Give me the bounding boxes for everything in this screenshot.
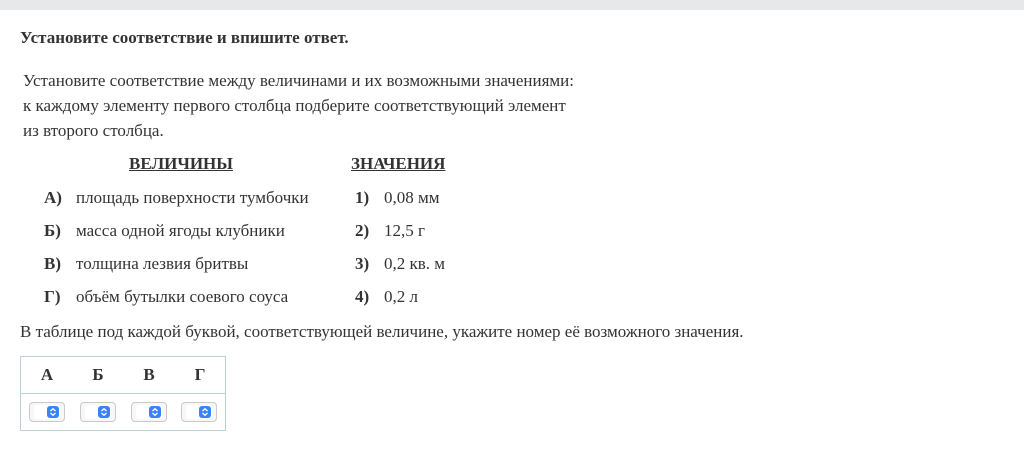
answer-table-header — [21, 357, 225, 394]
value-number: 4) — [355, 287, 370, 306]
answer-instruction: В таблице под каждой буквой, соответствующей величине, укажите номер её возможного значения. — [20, 322, 744, 341]
quantity-item — [44, 285, 344, 309]
quantity-item — [44, 186, 344, 210]
instructions-line-3: из второго столбца. — [23, 121, 164, 140]
value-text: 0,08 мм — [384, 188, 440, 207]
answer-header-a: А — [40, 365, 54, 384]
task-title: Установите соответствие и впишите ответ. — [20, 28, 349, 47]
value-number: 2) — [355, 221, 370, 240]
value-number: 3) — [355, 254, 370, 273]
value-item — [355, 285, 505, 309]
up-down-chevron-icon — [47, 406, 59, 418]
up-down-chevron-icon — [98, 406, 110, 418]
quantity-item — [44, 219, 344, 243]
quantities-header: ВЕЛИЧИНЫ — [129, 154, 233, 173]
quantity-item — [44, 252, 344, 276]
quantity-text: толщина лезвия бритвы — [76, 254, 249, 273]
value-text: 0,2 л — [384, 287, 418, 306]
answer-header-v: В — [143, 365, 155, 384]
value-text: 12,5 г — [384, 221, 425, 240]
answer-select-v[interactable] — [131, 402, 167, 422]
value-item — [355, 186, 505, 210]
quantity-letter: Б) — [44, 221, 61, 240]
value-text: 0,2 кв. м — [384, 254, 446, 273]
answer-header-g: Г — [194, 365, 206, 384]
answer-select-a[interactable] — [29, 402, 65, 422]
value-item — [355, 252, 505, 276]
values-header: ЗНАЧЕНИЯ — [351, 154, 446, 173]
answer-select-g[interactable] — [181, 402, 217, 422]
up-down-chevron-icon — [149, 406, 161, 418]
up-down-chevron-icon — [199, 406, 211, 418]
value-item — [355, 219, 505, 243]
instructions-line-1: Установите соответствие между величинами и их возможными значениями: — [23, 71, 574, 90]
instructions-line-2: к каждому элементу первого столбца подберите соответствующий элемент — [23, 96, 566, 115]
quantity-letter: Г) — [44, 287, 61, 306]
instructions — [23, 68, 623, 143]
quantity-text: площадь поверхности тумбочки — [76, 188, 309, 207]
answer-select-b[interactable] — [80, 402, 116, 422]
answer-header-b: Б — [92, 365, 104, 384]
quantity-text: масса одной ягоды клубники — [76, 221, 285, 240]
quantity-letter: А) — [44, 188, 62, 207]
top-bar — [0, 0, 1024, 10]
answer-table — [20, 356, 226, 431]
value-number: 1) — [355, 188, 370, 207]
quantity-text: объём бутылки соевого соуса — [76, 287, 289, 306]
quantity-letter: В) — [44, 254, 61, 273]
